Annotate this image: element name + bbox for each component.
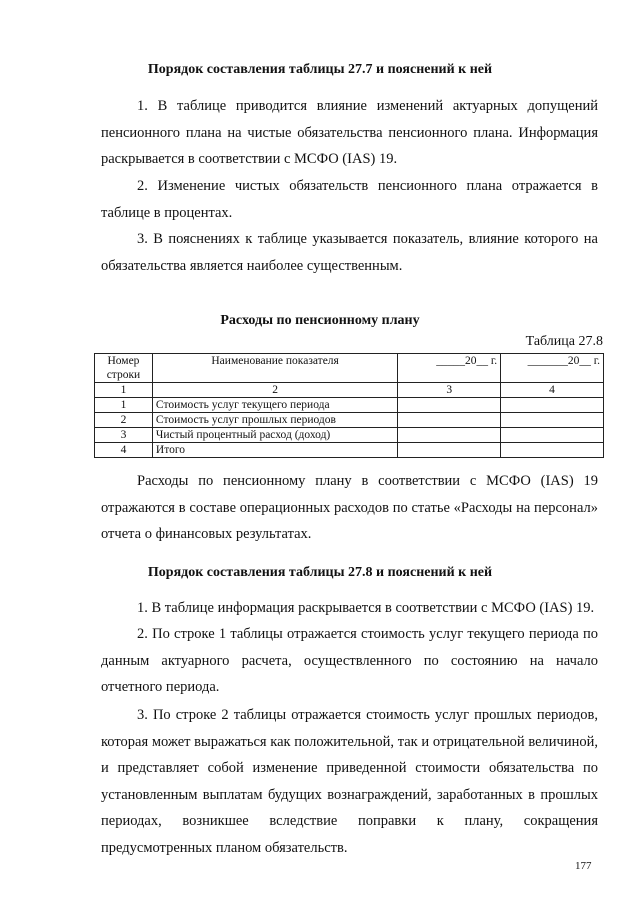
col-number: 1 — [95, 383, 153, 398]
table-row — [95, 443, 604, 458]
table-title: Расходы по пенсионному плану — [220, 313, 420, 328]
row-value — [501, 443, 604, 458]
row-label: Чистый процентный расход (доход) — [152, 428, 397, 443]
pension-expenses-table — [94, 353, 604, 458]
row-number: 1 — [95, 398, 153, 413]
row-label: Стоимость услуг текущего периода — [152, 398, 397, 413]
header-year-1: _____20__ г. — [398, 354, 501, 383]
table-row — [95, 398, 604, 413]
section1-heading: Порядок составления таблицы 27.7 и пояснений к ней — [147, 62, 493, 77]
section2-paragraph-1: 1. В таблице информация раскрывается в соответствии с МСФО (IAS) 19. — [137, 600, 595, 616]
after-table-paragraph: Расходы по пенсионному плану в соответствии с МСФО (IAS) 19 отражаются в составе операционных расходов по статье «Расходы на персонал» отчета о финансовых результатах. — [101, 473, 598, 542]
row-number: 2 — [95, 413, 153, 428]
section1-paragraph-1: 1. В таблице приводится влияние изменений актуарных допущений пенсионного плана на чистые обязательства пенсионного плана. Информация раскрывается в соответствии с МСФО (IAS) 19. — [101, 98, 598, 167]
row-label: Итого — [152, 443, 397, 458]
row-value — [398, 413, 501, 428]
header-year-2: _______20__ г. — [501, 354, 604, 383]
page-number: 177 — [575, 860, 592, 872]
row-value — [398, 428, 501, 443]
section1-paragraph-2: 2. Изменение чистых обязательств пенсионного плана отражается в таблице в процентах. — [101, 178, 598, 221]
section1-paragraph-3: 3. В пояснениях к таблице указывается показатель, влияние которого на обязательства является наиболее существенным. — [101, 231, 598, 274]
header-indicator-name: Наименование показателя — [152, 354, 397, 383]
header-row-number: Номер строки — [95, 354, 153, 383]
row-value — [501, 428, 604, 443]
table-header-row — [95, 354, 604, 383]
col-number: 4 — [501, 383, 604, 398]
table-column-numbers-row — [95, 383, 604, 398]
row-label: Стоимость услуг прошлых периодов — [152, 413, 397, 428]
row-value — [501, 398, 604, 413]
row-value — [398, 443, 501, 458]
table-caption: Таблица 27.8 — [525, 334, 603, 349]
row-value — [398, 398, 501, 413]
col-number: 2 — [152, 383, 397, 398]
col-number: 3 — [398, 383, 501, 398]
section2-paragraph-3: 3. По строке 2 таблицы отражается стоимость услуг прошлых периодов, которая может выражаться как положительной, так и отрицательной величиной, и представляет собой изменение приведенной стоимости обязательства по установленным выплатам будущих вознаграждений, заработанных в прошлых периодах, возникшее вследствие поправки к плану, сокращения предусмотренных планом обязательств. — [101, 707, 598, 856]
row-value — [501, 413, 604, 428]
table-row — [95, 428, 604, 443]
table-row — [95, 413, 604, 428]
section2-heading: Порядок составления таблицы 27.8 и пояснений к ней — [147, 565, 493, 580]
row-number: 3 — [95, 428, 153, 443]
row-number: 4 — [95, 443, 153, 458]
section2-paragraph-2: 2. По строке 1 таблицы отражается стоимость услуг текущего периода по данным актуарного расчета, осуществленного по состоянию на начало отчетного периода. — [101, 626, 598, 695]
